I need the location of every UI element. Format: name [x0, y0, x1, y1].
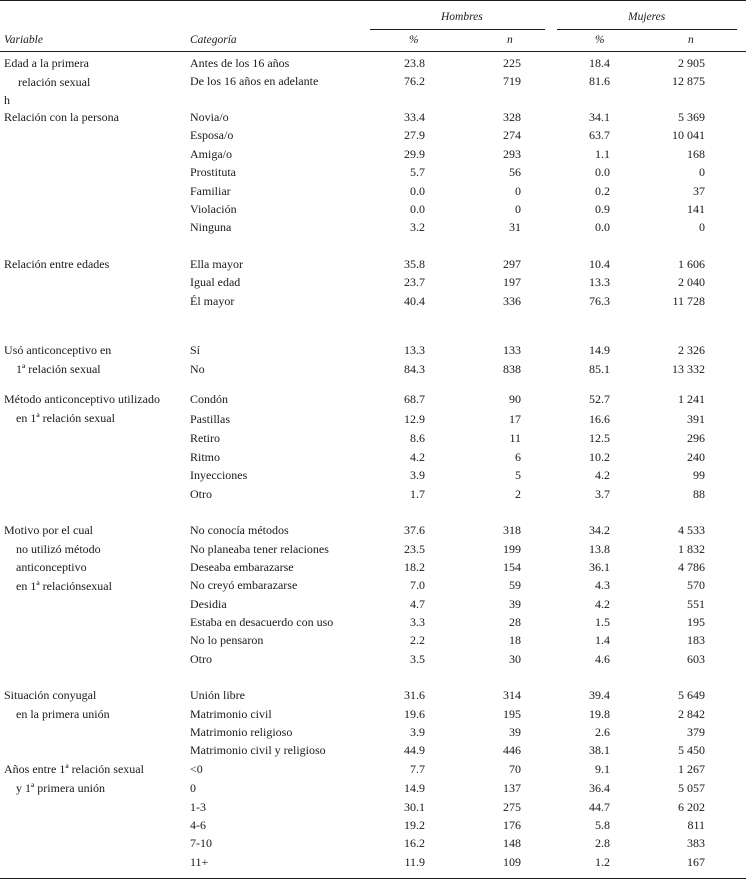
- hombres-pct-cell: 33.4: [404, 110, 425, 124]
- mujeres-pct-cell: 2.6: [595, 725, 610, 739]
- mujeres-n-cell: 168: [687, 147, 705, 161]
- mujeres-pct-cell: 52.7: [589, 392, 610, 406]
- mujeres-pct-cell: 1.5: [595, 615, 610, 629]
- mujeres-n-cell: 391: [687, 412, 705, 426]
- variable-label: Usó anticonceptivo en: [4, 343, 112, 357]
- mujeres-pct-cell: 18.4: [589, 56, 610, 70]
- mujeres-n-cell: 296: [687, 431, 705, 445]
- mujeres-n-cell: 383: [687, 836, 705, 850]
- category-cell: Matrimonio religioso: [190, 725, 293, 739]
- mujeres-pct-cell: 4.6: [595, 652, 610, 666]
- category-cell: Otro: [190, 487, 212, 501]
- mujeres-n-cell: 0: [699, 220, 705, 234]
- hombres-n-cell: 197: [503, 275, 521, 289]
- category-cell: Familiar: [190, 184, 231, 198]
- mujeres-pct-cell: 13.3: [589, 275, 610, 289]
- hombres-pct-cell: 0.0: [410, 202, 425, 216]
- variable-label: anticonceptivo: [16, 560, 87, 574]
- mujeres-pct-cell: 34.2: [589, 523, 610, 537]
- hombres-n-cell: 5: [515, 468, 521, 482]
- category-cell: Otro: [190, 652, 212, 666]
- mujeres-pct-cell: 0.2: [595, 184, 610, 198]
- category-cell: Antes de los 16 años: [190, 56, 290, 70]
- mujeres-n-cell: 13 332: [672, 362, 705, 376]
- category-cell: Ella mayor: [190, 257, 243, 271]
- mujeres-pct-cell: 85.1: [589, 362, 610, 376]
- hombres-pct-cell: 1.7: [410, 487, 425, 501]
- category-cell: Ninguna: [190, 220, 232, 234]
- hombres-n-cell: 336: [503, 294, 521, 308]
- hombres-n-cell: 70: [509, 762, 521, 776]
- mujeres-pct-cell: 5.8: [595, 818, 610, 832]
- category-cell: Violación: [190, 202, 237, 216]
- mujeres-n-cell: 240: [687, 450, 705, 464]
- column-header-variable: Variable: [4, 34, 43, 46]
- hombres-pct-cell: 16.2: [404, 836, 425, 850]
- variable-label: en 1ª relaciónsexual: [16, 578, 112, 593]
- category-cell: Ritmo: [190, 450, 221, 464]
- hombres-pct-cell: 2.2: [410, 633, 425, 647]
- hombres-pct-cell: 7.7: [410, 762, 425, 776]
- mujeres-n-cell: 1 267: [678, 762, 705, 776]
- category-cell: 4-6: [190, 818, 206, 832]
- hombres-n-cell: 275: [503, 800, 521, 814]
- category-cell: No planeaba tener relaciones: [190, 542, 329, 556]
- mujeres-n-cell: 4 533: [678, 523, 705, 537]
- hombres-pct-cell: 7.0: [410, 578, 425, 592]
- variable-label: h: [4, 93, 10, 107]
- mujeres-pct-cell: 36.1: [589, 560, 610, 574]
- mujeres-n-cell: 1 241: [678, 392, 705, 406]
- hombres-n-cell: 148: [503, 836, 521, 850]
- mujeres-n-cell: 167: [687, 855, 705, 869]
- variable-label: Años entre 1ª relación sexual: [4, 762, 144, 776]
- hombres-pct-cell: 3.2: [410, 220, 425, 234]
- mujeres-pct-cell: 19.8: [589, 707, 610, 721]
- variable-label: Situación conyugal: [4, 688, 97, 702]
- hombres-pct-cell: 37.6: [404, 523, 425, 537]
- category-cell: 1-3: [190, 800, 206, 814]
- category-cell: Novia/o: [190, 110, 229, 124]
- category-cell: Matrimonio civil y religioso: [190, 743, 326, 757]
- hombres-n-cell: 154: [503, 560, 521, 574]
- hombres-n-cell: 133: [503, 343, 521, 357]
- category-cell: Estaba en desacuerdo con uso: [190, 615, 334, 629]
- mujeres-pct-cell: 4.2: [595, 468, 610, 482]
- mujeres-n-cell: 0: [699, 165, 705, 179]
- category-cell: No: [190, 362, 205, 376]
- mujeres-n-cell: 10 041: [672, 128, 705, 142]
- category-cell: 11+: [190, 855, 209, 869]
- variable-label: 1ª relación sexual: [16, 361, 101, 376]
- hombres-n-cell: 297: [503, 257, 521, 271]
- category-cell: <0: [190, 762, 203, 776]
- table-bottom-rule: [0, 878, 746, 879]
- variable-label: Método anticonceptivo utilizado: [4, 392, 160, 406]
- hombres-n-cell: 90: [509, 392, 521, 406]
- hombres-n-cell: 318: [503, 523, 521, 537]
- category-cell: De los 16 años en adelante: [190, 74, 319, 88]
- variable-label: Edad a la primera: [4, 56, 89, 70]
- hombres-n-cell: 446: [503, 743, 521, 757]
- hombres-n-cell: 328: [503, 110, 521, 124]
- hombres-pct-cell: 4.7: [410, 597, 425, 611]
- hombres-n-cell: 56: [509, 165, 521, 179]
- mujeres-pct-cell: 12.5: [589, 431, 610, 445]
- mujeres-underline: [557, 29, 737, 30]
- hombres-pct-cell: 30.1: [404, 800, 425, 814]
- mujeres-n-cell: 5 369: [678, 110, 705, 124]
- column-header-hombres-n: n: [507, 34, 513, 46]
- mujeres-pct-cell: 2.8: [595, 836, 610, 850]
- table-top-rule: [0, 0, 746, 1]
- hombres-pct-cell: 19.2: [404, 818, 425, 832]
- category-cell: 0: [190, 781, 196, 795]
- mujeres-n-cell: 99: [693, 468, 705, 482]
- hombres-n-cell: 28: [509, 615, 521, 629]
- hombres-n-cell: 838: [503, 362, 521, 376]
- mujeres-n-cell: 603: [687, 652, 705, 666]
- hombres-n-cell: 59: [509, 578, 521, 592]
- hombres-pct-cell: 3.3: [410, 615, 425, 629]
- mujeres-n-cell: 12 875: [672, 74, 705, 88]
- hombres-n-cell: 39: [509, 597, 521, 611]
- mujeres-pct-cell: 81.6: [589, 74, 610, 88]
- hombres-pct-cell: 5.7: [410, 165, 425, 179]
- hombres-n-cell: 176: [503, 818, 521, 832]
- variable-label: y 1ª primera unión: [16, 780, 105, 795]
- hombres-pct-cell: 4.2: [410, 450, 425, 464]
- mujeres-n-cell: 37: [693, 184, 705, 198]
- mujeres-n-cell: 141: [687, 202, 705, 216]
- mujeres-n-cell: 4 786: [678, 560, 705, 574]
- hombres-pct-cell: 11.9: [404, 855, 425, 869]
- variable-label: Relación entre edades: [4, 257, 110, 271]
- hombres-pct-cell: 19.6: [404, 707, 425, 721]
- category-cell: Amiga/o: [190, 147, 232, 161]
- hombres-n-cell: 30: [509, 652, 521, 666]
- hombres-pct-cell: 12.9: [404, 412, 425, 426]
- mujeres-pct-cell: 0.9: [595, 202, 610, 216]
- mujeres-pct-cell: 9.1: [595, 762, 610, 776]
- hombres-n-cell: 274: [503, 128, 521, 142]
- category-cell: Unión libre: [190, 688, 245, 702]
- hombres-pct-cell: 31.6: [404, 688, 425, 702]
- hombres-n-cell: 109: [503, 855, 521, 869]
- variable-label: Motivo por el cual: [4, 523, 93, 537]
- mujeres-n-cell: 570: [687, 578, 705, 592]
- hombres-pct-cell: 3.9: [410, 725, 425, 739]
- hombres-n-cell: 11: [509, 431, 521, 445]
- mujeres-pct-cell: 0.0: [595, 220, 610, 234]
- variable-label: en la primera unión: [16, 706, 110, 721]
- hombres-n-cell: 195: [503, 707, 521, 721]
- hombres-pct-cell: 3.9: [410, 468, 425, 482]
- category-cell: No conocía métodos: [190, 523, 289, 537]
- category-cell: Igual edad: [190, 275, 241, 289]
- hombres-pct-cell: 14.9: [404, 781, 425, 795]
- column-header-hombres-pct: %: [409, 34, 419, 46]
- group-header-hombres: Hombres: [441, 11, 483, 23]
- mujeres-pct-cell: 76.3: [589, 294, 610, 308]
- hombres-underline: [370, 29, 545, 30]
- hombres-pct-cell: 68.7: [404, 392, 425, 406]
- mujeres-pct-cell: 38.1: [589, 743, 610, 757]
- mujeres-pct-cell: 63.7: [589, 128, 610, 142]
- hombres-n-cell: 199: [503, 542, 521, 556]
- mujeres-n-cell: 183: [687, 633, 705, 647]
- mujeres-pct-cell: 44.7: [589, 800, 610, 814]
- hombres-n-cell: 0: [515, 184, 521, 198]
- hombres-n-cell: 225: [503, 56, 521, 70]
- mujeres-n-cell: 811: [687, 818, 705, 832]
- mujeres-n-cell: 88: [693, 487, 705, 501]
- hombres-n-cell: 314: [503, 688, 521, 702]
- hombres-pct-cell: 0.0: [410, 184, 425, 198]
- mujeres-n-cell: 379: [687, 725, 705, 739]
- mujeres-n-cell: 11 728: [672, 294, 705, 308]
- hombres-n-cell: 17: [509, 412, 521, 426]
- mujeres-n-cell: 2 905: [678, 56, 705, 70]
- mujeres-n-cell: 5 450: [678, 743, 705, 757]
- hombres-pct-cell: 35.8: [404, 257, 425, 271]
- mujeres-pct-cell: 14.9: [589, 343, 610, 357]
- category-cell: Inyecciones: [190, 468, 248, 482]
- mujeres-pct-cell: 1.4: [595, 633, 610, 647]
- variable-label: en 1ª relación sexual: [16, 410, 115, 425]
- variable-label: Relación con la persona: [4, 110, 119, 124]
- mujeres-n-cell: 195: [687, 615, 705, 629]
- column-header-mujeres-pct: %: [595, 34, 605, 46]
- mujeres-pct-cell: 34.1: [589, 110, 610, 124]
- category-cell: No lo pensaron: [190, 633, 264, 647]
- mujeres-n-cell: 551: [687, 597, 705, 611]
- hombres-n-cell: 31: [509, 220, 521, 234]
- mujeres-pct-cell: 36.4: [589, 781, 610, 795]
- mujeres-n-cell: 1 606: [678, 257, 705, 271]
- category-cell: Él mayor: [190, 294, 235, 308]
- mujeres-pct-cell: 4.3: [595, 578, 610, 592]
- category-cell: Esposa/o: [190, 128, 234, 142]
- mujeres-pct-cell: 39.4: [589, 688, 610, 702]
- hombres-n-cell: 18: [509, 633, 521, 647]
- hombres-pct-cell: 23.8: [404, 56, 425, 70]
- hombres-n-cell: 6: [515, 450, 521, 464]
- mujeres-pct-cell: 4.2: [595, 597, 610, 611]
- hombres-pct-cell: 8.6: [410, 431, 425, 445]
- hombres-pct-cell: 18.2: [404, 560, 425, 574]
- hombres-pct-cell: 3.5: [410, 652, 425, 666]
- mujeres-pct-cell: 16.6: [589, 412, 610, 426]
- hombres-pct-cell: 29.9: [404, 147, 425, 161]
- hombres-n-cell: 2: [515, 487, 521, 501]
- mujeres-n-cell: 5 649: [678, 688, 705, 702]
- mujeres-n-cell: 5 057: [678, 781, 705, 795]
- category-cell: 7-10: [190, 836, 212, 850]
- category-cell: Retiro: [190, 431, 220, 445]
- mujeres-n-cell: 2 326: [678, 343, 705, 357]
- category-cell: Condón: [190, 392, 229, 406]
- mujeres-pct-cell: 1.1: [595, 147, 610, 161]
- hombres-pct-cell: 23.7: [404, 275, 425, 289]
- hombres-pct-cell: 23.5: [404, 542, 425, 556]
- category-cell: Pastillas: [190, 412, 231, 426]
- group-header-mujeres: Mujeres: [628, 11, 666, 23]
- hombres-n-cell: 293: [503, 147, 521, 161]
- hombres-pct-cell: 40.4: [404, 294, 425, 308]
- variable-label: no utilizó método: [16, 541, 101, 556]
- hombres-pct-cell: 13.3: [404, 343, 425, 357]
- mujeres-pct-cell: 10.2: [589, 450, 610, 464]
- hombres-pct-cell: 76.2: [404, 74, 425, 88]
- variable-label: relación sexual: [18, 74, 91, 89]
- category-cell: Matrimonio civil: [190, 707, 272, 721]
- mujeres-pct-cell: 10.4: [589, 257, 610, 271]
- category-cell: Sí: [190, 343, 201, 357]
- column-header-categoria: Categoría: [190, 34, 237, 46]
- category-cell: Prostituta: [190, 165, 237, 179]
- mujeres-pct-cell: 0.0: [595, 165, 610, 179]
- mujeres-n-cell: 2 040: [678, 275, 705, 289]
- mujeres-n-cell: 6 202: [678, 800, 705, 814]
- header-bottom-rule: [0, 51, 746, 52]
- hombres-n-cell: 137: [503, 781, 521, 795]
- category-cell: Desidia: [190, 597, 227, 611]
- mujeres-pct-cell: 1.2: [595, 855, 610, 869]
- hombres-pct-cell: 27.9: [404, 128, 425, 142]
- hombres-pct-cell: 84.3: [404, 362, 425, 376]
- mujeres-pct-cell: 3.7: [595, 487, 610, 501]
- mujeres-pct-cell: 13.8: [589, 542, 610, 556]
- category-cell: No creyó embarazarse: [190, 578, 298, 592]
- hombres-n-cell: 39: [509, 725, 521, 739]
- column-header-mujeres-n: n: [688, 34, 694, 46]
- hombres-n-cell: 719: [503, 74, 521, 88]
- category-cell: Deseaba embarazarse: [190, 560, 294, 574]
- mujeres-n-cell: 1 832: [678, 542, 705, 556]
- mujeres-n-cell: 2 842: [678, 707, 705, 721]
- hombres-n-cell: 0: [515, 202, 521, 216]
- hombres-pct-cell: 44.9: [404, 743, 425, 757]
